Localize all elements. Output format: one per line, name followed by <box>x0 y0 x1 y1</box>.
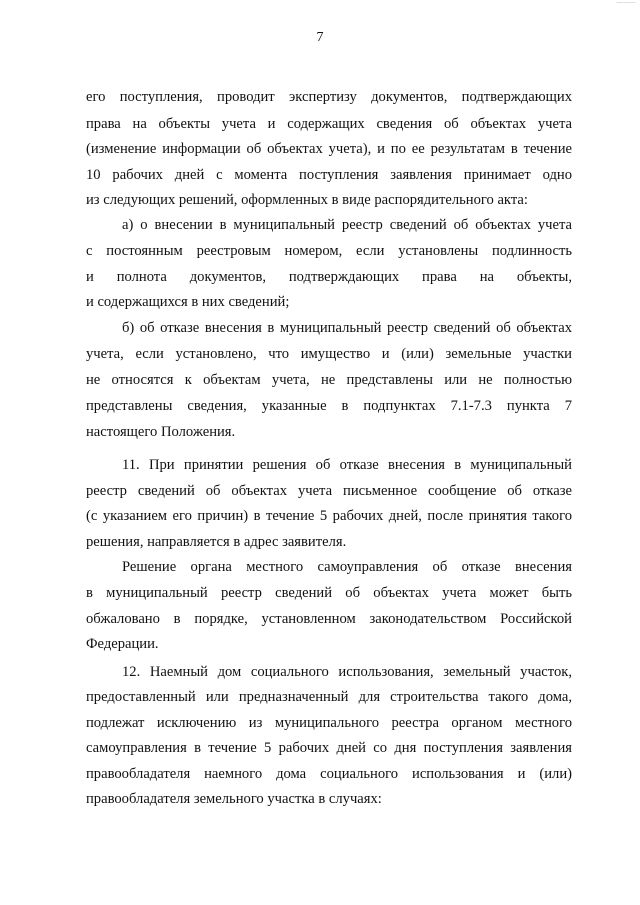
text-line: а) о внесении в муниципальный реестр сведений об объектах учета <box>122 217 572 233</box>
text-line: представлены сведения, указанные в подпунктах 7.1-7.3 пункта 7 <box>86 398 572 414</box>
text-line: Федерации. <box>86 636 159 652</box>
text-line: не относятся к объектам учета, не представлены или не полностью <box>86 372 572 388</box>
text-line: и содержащихся в них сведений; <box>86 294 290 310</box>
text-line: (с указанием его причин) в течение 5 рабочих дней, после принятия такого <box>86 508 572 524</box>
text-line: с постоянным реестровым номером, если установлены подлинность <box>86 243 572 259</box>
text-line: предоставленный или предназначенный для строительства такого дома, <box>86 689 572 705</box>
text-line: и полнота документов, подтверждающих права на объекты, <box>86 269 572 285</box>
text-line: 11. При принятии решения об отказе внесения в муниципальный <box>122 457 572 473</box>
text-line: его поступления, проводит экспертизу документов, подтверждающих <box>86 89 572 105</box>
text-line: права на объекты учета и содержащих сведения об объектах учета <box>86 116 572 132</box>
corner-mark: ——— <box>616 0 636 6</box>
text-line: самоуправления в течение 5 рабочих дней со дня поступления заявления <box>86 740 572 756</box>
text-line: обжаловано в порядке, установленном законодательством Российской <box>86 611 572 627</box>
text-line: Решение органа местного самоуправления об отказе внесения <box>122 559 572 575</box>
text-line: в муниципальный реестр сведений об объектах учета может быть <box>86 585 572 601</box>
text-line: (изменение информации об объектах учета), и по ее результатам в течение <box>86 141 572 157</box>
text-line: 12. Наемный дом социального использования, земельный участок, <box>122 664 572 680</box>
text-line: настоящего Положения. <box>86 424 236 440</box>
text-line: правообладателя наемного дома социального использования и (или) <box>86 766 572 782</box>
page-number: 7 <box>316 30 324 45</box>
text-line: 10 рабочих дней с момента поступления заявления принимает одно <box>86 167 572 183</box>
text-line: правообладателя земельного участка в случаях: <box>86 791 382 807</box>
text-line: б) об отказе внесения в муниципальный реестр сведений об объектах <box>122 320 572 336</box>
text-line: из следующих решений, оформленных в виде распорядительного акта: <box>86 192 528 208</box>
text-line: учета, если установлено, что имущество и (или) земельные участки <box>86 346 572 362</box>
text-line: реестр сведений об объектах учета письменное сообщение об отказе <box>86 483 572 499</box>
text-line: решения, направляется в адрес заявителя. <box>86 534 347 550</box>
text-line: подлежат исключению из муниципального реестра органом местного <box>86 715 572 731</box>
